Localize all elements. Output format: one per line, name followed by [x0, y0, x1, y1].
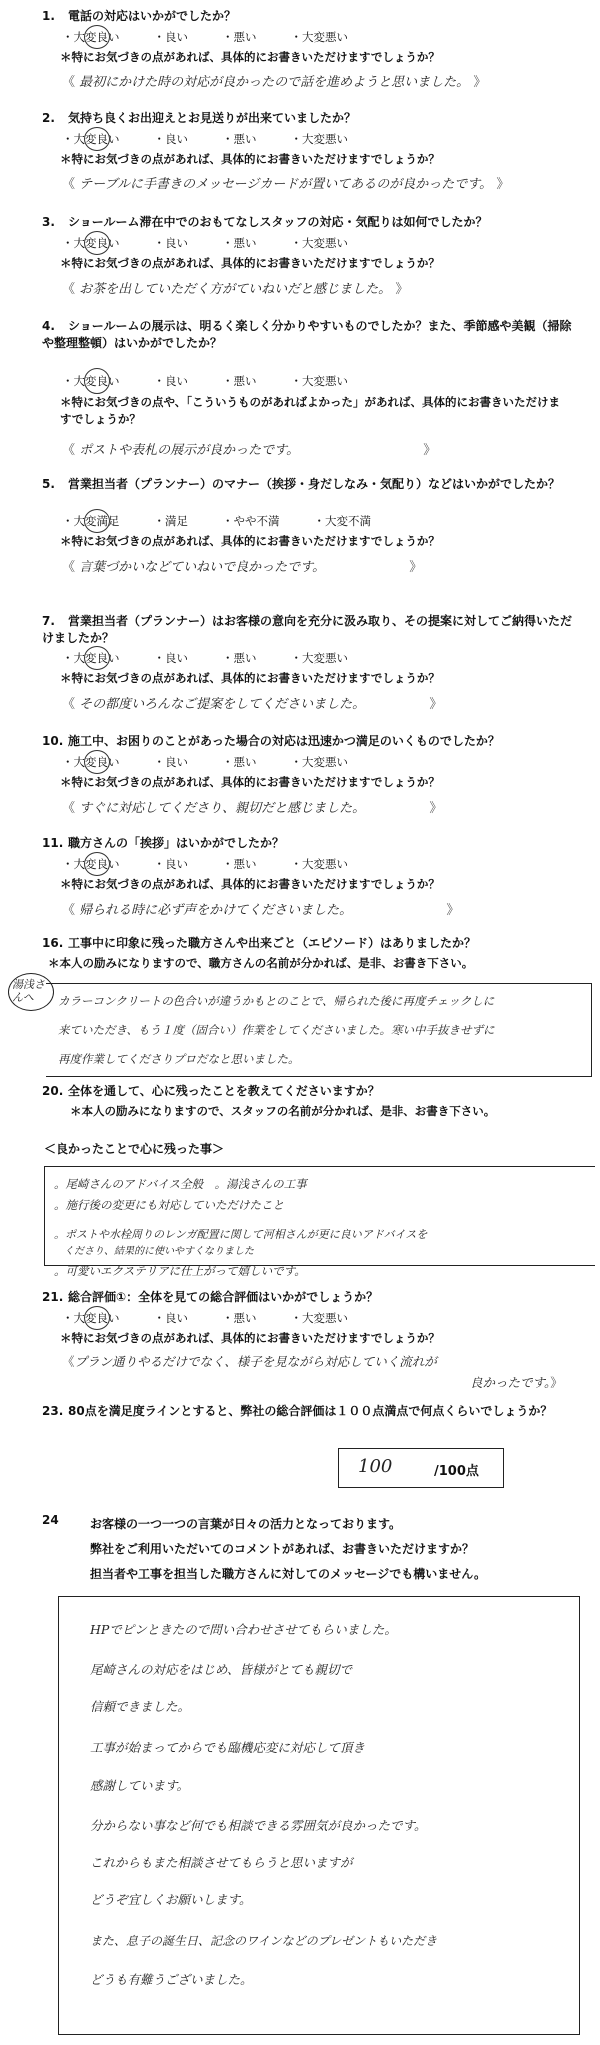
q24-answer-line: 感謝しています。: [90, 1778, 190, 1793]
question-23: 23. 80点を満足度ラインとすると、弊社の総合評価は１００点満点で何点くらいでしょうか？: [42, 1404, 553, 1418]
q16-answer-line: カラーコンクリートの色合いが違うかもとのことで、帰られた後に再度チェックしに: [58, 994, 495, 1008]
q3-answer: 《 お茶を出していただく方がていねいだと感じました。 》: [62, 282, 409, 297]
q20-answer-line: 。施行後の変更にも対応していただけたこと: [54, 1198, 284, 1212]
q20-note: ＊本人の励みになりますので、スタッフの名前が分かれば、是非、お書き下さい。: [70, 1104, 496, 1118]
question-20: 20. 全体を通して、心に残ったことを教えてくださいますか？: [42, 1084, 380, 1098]
question-11: 11. 職方さんの「挨拶」はいかがでしたか？: [42, 836, 285, 850]
q5-answer: 《 言葉づかいなどていねいで良かったです。 》: [62, 560, 423, 575]
question-5: 5. 営業担当者（プランナー）のマナー（挨拶・身だしなみ・気配り）などはいかがでしたか？: [42, 477, 561, 491]
q3-options: ・大変良い ・良い ・悪い ・大変悪い: [62, 236, 348, 250]
q21-answer-line-2: 良かったです。》: [470, 1375, 563, 1390]
q1-detail-prompt: ＊特にお気づきの点があれば、具体的にお書きいただけますでしょうか？: [60, 50, 440, 64]
q1-selected-mark: [84, 25, 110, 49]
q4-selected-mark: [84, 368, 110, 394]
q11-detail-prompt: ＊特にお気づきの点があれば、具体的にお書きいただけますでしょうか？: [60, 877, 440, 891]
q2-detail-prompt: ＊特にお気づきの点があれば、具体的にお書きいただけますでしょうか？: [60, 152, 440, 166]
question-2: 2. 気持ち良くお出迎えとお見送りが出来ていましたか？: [42, 111, 357, 125]
q16-note: ＊本人の励みになりますので、職方さんの名前が分かれば、是非、お書き下さい。: [48, 956, 474, 970]
q16-answer-line: 来ていただき、もう１度（固合い）作業をしてくださいました。寒い中手抜きせずに: [58, 1023, 495, 1037]
q20-answer-line: 。ポストや水栓周りのレンガ配置に関して河相さんが更に良いアドバイスを: [54, 1228, 428, 1241]
question-16: 16. 工事中に印象に残った職方さんや出来ごと（エピソード）はありましたか？: [42, 936, 477, 950]
q21-options: ・大変良い ・良い ・悪い ・大変悪い: [62, 1311, 348, 1325]
q2-answer: 《 テーブルに手書きのメッセージカードが置いてあるのが良かったです。 》: [62, 177, 510, 192]
q23-score-suffix: /100点: [434, 1464, 479, 1479]
q20-answer-line: くださり、結果的に使いやすくなりました: [54, 1246, 254, 1257]
q7-options: ・大変良い ・良い ・悪い ・大変悪い: [62, 651, 348, 665]
q24-answer-line: また、息子の誕生日、記念のワインなどのプレゼントもいただき: [90, 1934, 438, 1948]
q24-answer-line: これからもまた相談させてもらうと思いますが: [90, 1855, 353, 1870]
q11-answer: 《 帰られる時に必ず声をかけてくださいました。 》: [62, 903, 460, 918]
q24-answer-line: 尾崎さんの対応をはじめ、皆様がとても親切で: [90, 1662, 353, 1677]
q5-selected-mark: [84, 509, 110, 533]
q23-score-value: 100: [358, 1456, 393, 1477]
q1-options: ・大変良い ・良い ・悪い ・大変悪い: [62, 30, 348, 44]
q4-options: ・大変良い ・良い ・悪い ・大変悪い: [62, 374, 348, 388]
q10-detail-prompt: ＊特にお気づきの点があれば、具体的にお書きいただけますでしょうか？: [60, 775, 440, 789]
question-1: 1. 電話の対応はいかがでしたか？: [42, 9, 237, 23]
question-3: 3. ショールーム滞在中でのおもてなしスタッフの対応・気配りは如何でしたか？: [42, 215, 488, 229]
question-21: 21. 総合評価①：全体を見ての総合評価はいかがでしょうか？: [42, 1290, 379, 1304]
q24-answer-line: 信頼できました。: [90, 1699, 191, 1714]
q10-selected-mark: [84, 750, 110, 774]
q20-answer-line: 。尾崎さんのアドバイス全般 。湯浅さんの工事: [54, 1177, 307, 1191]
question-7: 7. 営業担当者（プランナー）はお客様の意向を充分に汲み取り、その提案に対してご納得いただけましたか？: [42, 614, 573, 645]
q10-options: ・大変良い ・良い ・悪い ・大変悪い: [62, 755, 348, 769]
q21-selected-mark: [84, 1306, 110, 1330]
q24-answer-line: どうぞ宜しくお願いします。: [90, 1892, 252, 1907]
q11-options: ・大変良い ・良い ・悪い ・大変悪い: [62, 857, 348, 871]
q24-answer-line: 工事が始まってからでも臨機応変に対応して頂き: [90, 1740, 365, 1755]
q7-selected-mark: [84, 646, 110, 670]
q7-detail-prompt: ＊特にお気づきの点があれば、具体的にお書きいただけますでしょうか？: [60, 671, 440, 685]
q24-answer-line: 分からない事など何でも相談できる雰囲気が良かったです。: [90, 1818, 427, 1833]
q16-answer-line: 再度作業してくださりプロだなと思いました。: [58, 1052, 300, 1066]
q5-detail-prompt: ＊特にお気づきの点があれば、具体的にお書きいただけますでしょうか？: [60, 534, 440, 548]
q10-answer: 《 すぐに対応してくださり、親切だと感じました。 》: [62, 801, 443, 816]
q20-subheading: ＜良かったことで心に残った事＞: [44, 1142, 225, 1156]
q2-selected-mark: [84, 127, 110, 151]
question-10: 10. 施工中、お困りのことがあった場合の対応は迅速かつ満足のいくものでしたか？: [42, 734, 500, 748]
question-24: 24: [42, 1513, 59, 1527]
q7-answer: 《 その都度いろんなご提案をしてくださいました。 》: [62, 697, 443, 712]
q24-answer-line: どうも有難うございました。: [90, 1972, 253, 1987]
q4-answer: 《 ポストや表札の展示が良かったです。 》: [62, 443, 437, 458]
q16-name-tag: 湯浅さんへ: [12, 978, 45, 1004]
q21-answer-line-1: 《プラン通りやるだけでなく、様子を見ながら対応していく流れが: [62, 1354, 437, 1369]
q2-options: ・大変良い ・良い ・悪い ・大変悪い: [62, 132, 348, 146]
question-4: 4. ショールームの展示は、明るく楽しく分かりやすいものでしたか？また、季節感や美観（掃除や整理整頓）はいかがでしたか？: [42, 319, 572, 350]
q3-selected-mark: [84, 231, 110, 255]
q24-text: お客様の一つ一つの言葉が日々の活力となっております。 弊社をご利用いただいてのコメントがあれば、お書きいただけますか？ 担当者や工事を担当した職方さんに対してのメッセージでも構いません。: [90, 1517, 487, 1581]
q4-detail-prompt: ＊特にお気づきの点や、「こういうものがあればよかった」があれば、具体的にお書きいただけますでしょうか？: [60, 395, 561, 426]
q3-detail-prompt: ＊特にお気づきの点があれば、具体的にお書きいただけますでしょうか？: [60, 256, 440, 270]
q1-answer: 《 最初にかけた時の対応が良かったので話を進めようと思いました。 》: [62, 75, 487, 90]
q24-answer-line: HPでピンときたので問い合わせさせてもらいました。: [90, 1622, 397, 1637]
q11-selected-mark: [84, 852, 110, 876]
q21-detail-prompt: ＊特にお気づきの点があれば、具体的にお書きいただけますでしょうか？: [60, 1331, 440, 1345]
q20-answer-line: 。可愛いエクステリアに仕上がって嬉しいです。: [54, 1264, 306, 1278]
q5-options: ・大変満足 ・満足 ・やや不満 ・大変不満: [62, 514, 371, 528]
